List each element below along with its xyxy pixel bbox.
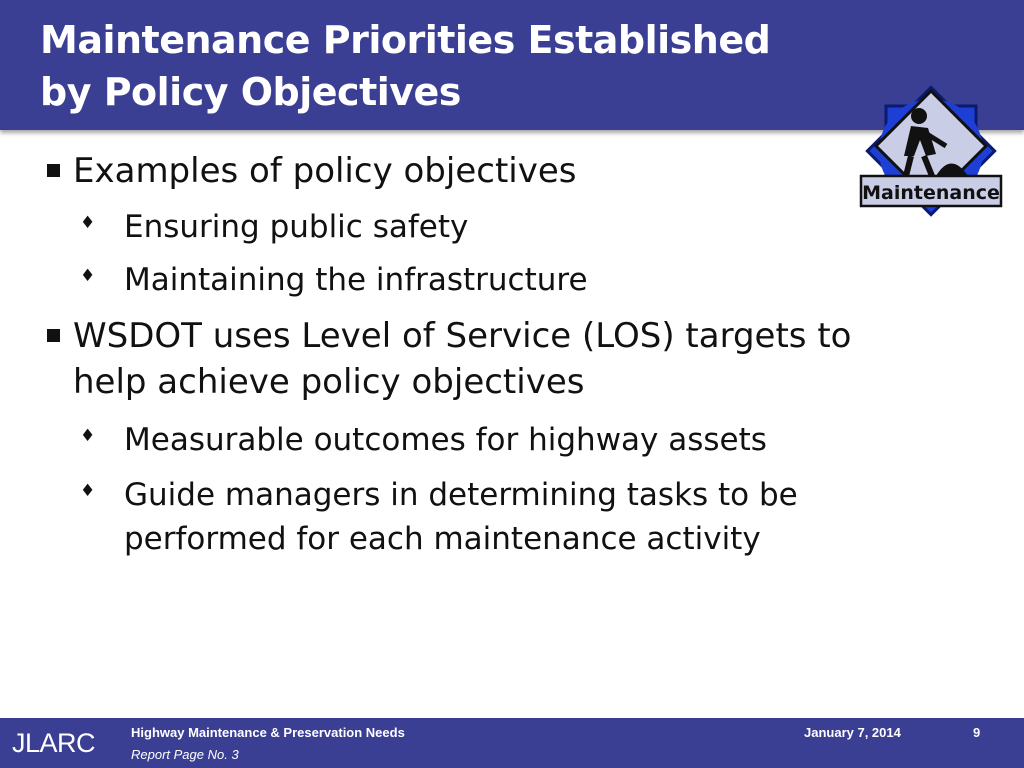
square-bullet-icon [47, 164, 60, 177]
diamond-bullet-icon: ♦ [80, 213, 96, 233]
bullet-text: Measurable outcomes for highway assets [124, 422, 767, 458]
bullet-text: Guide managers in determining tasks to be [124, 477, 798, 513]
footer-date: January 7, 2014 [804, 725, 901, 740]
bullet-text: Maintaining the infrastructure [124, 262, 588, 298]
page-number: 9 [973, 725, 981, 740]
bullet-text: WSDOT uses Level of Service (LOS) targets to [73, 316, 852, 356]
bullet-text: Ensuring public safety [124, 209, 469, 245]
square-bullet-icon [47, 329, 60, 342]
maintenance-logo [856, 76, 1006, 226]
footer-title: Highway Maintenance & Preservation Needs [131, 725, 405, 740]
logo-label: Maintenance [862, 182, 1000, 204]
slide-title-line-1: Maintenance Priorities Established [40, 18, 771, 62]
bullet-text: help achieve policy objectives [73, 362, 585, 402]
slide-title-line-2: by Policy Objectives [40, 70, 461, 114]
footer-subtitle: Report Page No. 3 [131, 747, 239, 762]
diamond-bullet-icon: ♦ [80, 481, 96, 501]
diamond-bullet-icon: ♦ [80, 266, 96, 286]
diamond-bullet-icon: ♦ [80, 426, 96, 446]
bullet-text: Examples of policy objectives [73, 151, 577, 191]
bullet-text: performed for each maintenance activity [124, 521, 761, 557]
jlarc-logo: JLARC [12, 728, 96, 758]
